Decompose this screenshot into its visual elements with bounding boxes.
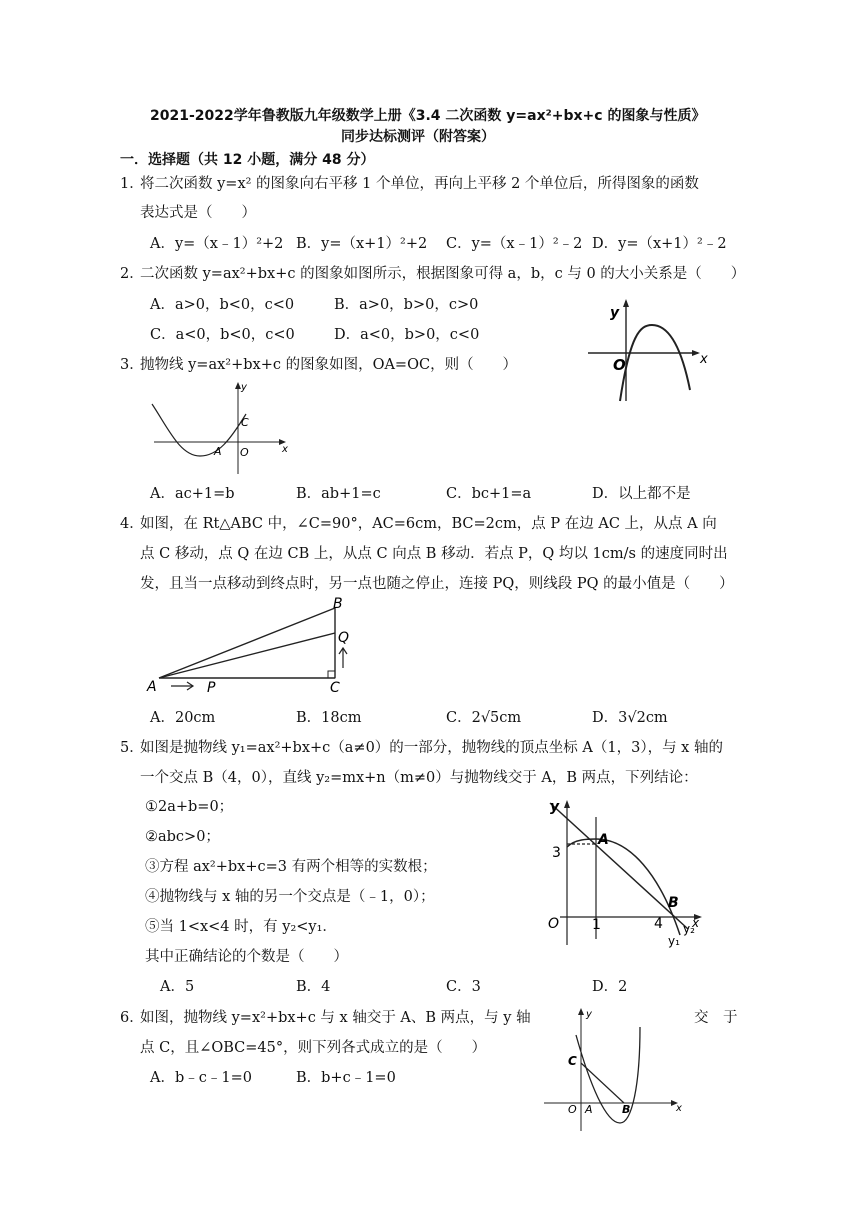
q2-y-label: y [610, 305, 620, 321]
q5-tail: 其中正确结论的个数是（ ） [145, 949, 348, 965]
q6-stem-line1b: 交 于 [694, 1010, 738, 1026]
q5-y-label: y [550, 799, 560, 815]
q4-option-c: C．2√5cm [446, 710, 522, 726]
q2-option-a: A．a>0，b<0，c<0 [150, 297, 295, 313]
q5-item-1: ①2a+b=0； [145, 799, 234, 815]
q2-stem: 二次函数 y=ax²+bx+c 的图象如图所示，根据图象可得 a，b，c 与 0 的大小关系是（ ） [140, 266, 746, 282]
q4-triangle-figure [145, 596, 365, 696]
q5-label-a: A [598, 832, 609, 848]
q5-option-c: C．3 [446, 979, 481, 995]
q6-y-label: y [586, 1009, 592, 1020]
q6-number: 6． [120, 1010, 144, 1026]
q1-option-a: A．y=（x﹣1）²+2 [150, 236, 284, 252]
q5-stem-line2: 一个交点 B（4，0），直线 y₂=mx+n（m≠0）与抛物线交于 A，B 两点，下列结论： [140, 770, 698, 786]
q3-parabola [152, 404, 246, 456]
doc-title-line2: 同步达标测评（附答案） [341, 129, 495, 145]
q1-stem-line2: 表达式是（ ） [140, 205, 256, 221]
q2-origin-label: O [613, 356, 626, 374]
q4-label-p: P [207, 680, 216, 696]
q5-item-5: ⑤当 1<x<4 时，有 y₂<y₁． [145, 919, 337, 935]
q6-origin-label: O [568, 1103, 577, 1116]
q3-c-label: C [241, 416, 249, 429]
q3-parabola-figure [148, 378, 293, 478]
q5-label-y2: y₂ [683, 922, 695, 936]
q4-side-ab [159, 608, 335, 678]
q5-label-y1: y₁ [668, 934, 680, 948]
q4-option-d: D．3√2cm [592, 710, 668, 726]
q2-x-label: x [700, 352, 708, 367]
q1-stem-line1: 将二次函数 y=x² 的图象向右平移 1 个单位，再向上平移 2 个单位后，所得图象的函数 [140, 176, 699, 192]
q6-stem-line1a: 如图，抛物线 y=x²+bx+c 与 x 轴交于 A、B 两点，与 y 轴 [140, 1010, 531, 1026]
q4-label-a: A [147, 679, 157, 695]
q6-label-c: C [568, 1054, 577, 1068]
q1-option-d: D．y=（x+1）²﹣2 [592, 236, 727, 252]
q4-label-c: C [330, 680, 340, 696]
q5-item-4: ④抛物线与 x 轴的另一个交点是（﹣1，0）； [145, 889, 435, 905]
q6-parabola-figure [540, 1005, 690, 1137]
q5-item-2: ②abc>0； [145, 829, 220, 845]
q3-x-label: x [282, 444, 288, 455]
q4-stem-line3: 发，且当一点移动到终点时，另一点也随之停止，连接 PQ，则线段 PQ 的最小值是（ ） [140, 576, 734, 592]
q5-tick-4: 4 [654, 916, 663, 932]
q6-label-a: A [585, 1103, 593, 1116]
q4-segment-pq [159, 633, 335, 678]
q3-origin-label: O [240, 446, 249, 459]
q6-x-label: x [676, 1103, 682, 1114]
q1-number: 1． [120, 176, 144, 192]
q6-option-b: B．b+c﹣1=0 [296, 1070, 396, 1086]
q5-item-3: ③方程 ax²+bx+c=3 有两个相等的实数根； [145, 859, 437, 875]
q2-number: 2． [120, 266, 144, 282]
q2-option-d: D．a<0，b>0，c<0 [334, 327, 480, 343]
doc-title-line1: 2021-2022学年鲁教版九年级数学上册《3.4 二次函数 y=ax²+bx+c 的图象与性质》 [150, 108, 706, 124]
q6-stem-line2: 点 C，且∠OBC=45°，则下列各式成立的是（ ） [140, 1040, 487, 1056]
q6-option-a: A．b﹣c﹣1=0 [150, 1070, 252, 1086]
q6-segment-bc [581, 1063, 624, 1103]
q4-option-b: B．18cm [296, 710, 362, 726]
q1-option-b: B．y=（x+1）²+2 [296, 236, 428, 252]
q4-label-q: Q [338, 630, 350, 646]
q4-label-b: B [333, 596, 343, 612]
q3-option-b: B．ab+1=c [296, 486, 381, 502]
q2-option-b: B．a>0，b>0，c>0 [334, 297, 479, 313]
q5-label-b: B [668, 895, 679, 911]
q5-option-d: D．2 [592, 979, 628, 995]
q5-origin-label: O [548, 916, 560, 932]
q5-tick-1: 1 [592, 917, 601, 933]
q4-option-a: A．20cm [150, 710, 216, 726]
section-heading: 一．选择题（共 12 小题，满分 48 分） [120, 152, 375, 168]
q5-parabola-line-figure [530, 795, 710, 955]
q2-parabola-figure [580, 295, 710, 407]
q3-stem: 抛物线 y=ax²+bx+c 的图象如图，OA=OC，则（ ） [140, 357, 518, 373]
q2-option-c: C．a<0，b<0，c<0 [150, 327, 295, 343]
q5-parabola-y1 [567, 839, 680, 935]
q4-stem-line1: 如图，在 Rt△ABC 中，∠C=90°，AC=6cm，BC=2cm，点 P 在边 AC 上，从点 A 向 [140, 516, 717, 532]
q5-option-b: B．4 [296, 979, 331, 995]
q5-stem-line1: 如图是抛物线 y₁=ax²+bx+c（a≠0）的一部分，抛物线的顶点坐标 A（1，3），与 x 轴的 [140, 740, 723, 756]
q3-number: 3． [120, 357, 144, 373]
q3-a-label: A [214, 445, 222, 458]
q2-parabola [620, 325, 690, 401]
q4-right-angle-mark [328, 671, 335, 678]
q5-x-label: x [692, 916, 700, 930]
q5-option-a: A．5 [160, 979, 195, 995]
q5-tick-3: 3 [552, 845, 561, 861]
q6-label-b: B [622, 1103, 631, 1116]
q3-option-d: D．以上都不是 [592, 486, 691, 502]
q3-option-c: C．bc+1=a [446, 486, 532, 502]
q5-number: 5． [120, 740, 144, 756]
q4-stem-line2: 点 C 移动，点 Q 在边 CB 上，从点 C 向点 B 移动．若点 P，Q 均以 1cm/s 的速度同时出 [140, 546, 728, 562]
q1-option-c: C．y=（x﹣1）²﹣2 [446, 236, 583, 252]
q4-number: 4． [120, 516, 144, 532]
q3-option-a: A．ac+1=b [150, 486, 235, 502]
q3-y-label: y [241, 382, 247, 393]
